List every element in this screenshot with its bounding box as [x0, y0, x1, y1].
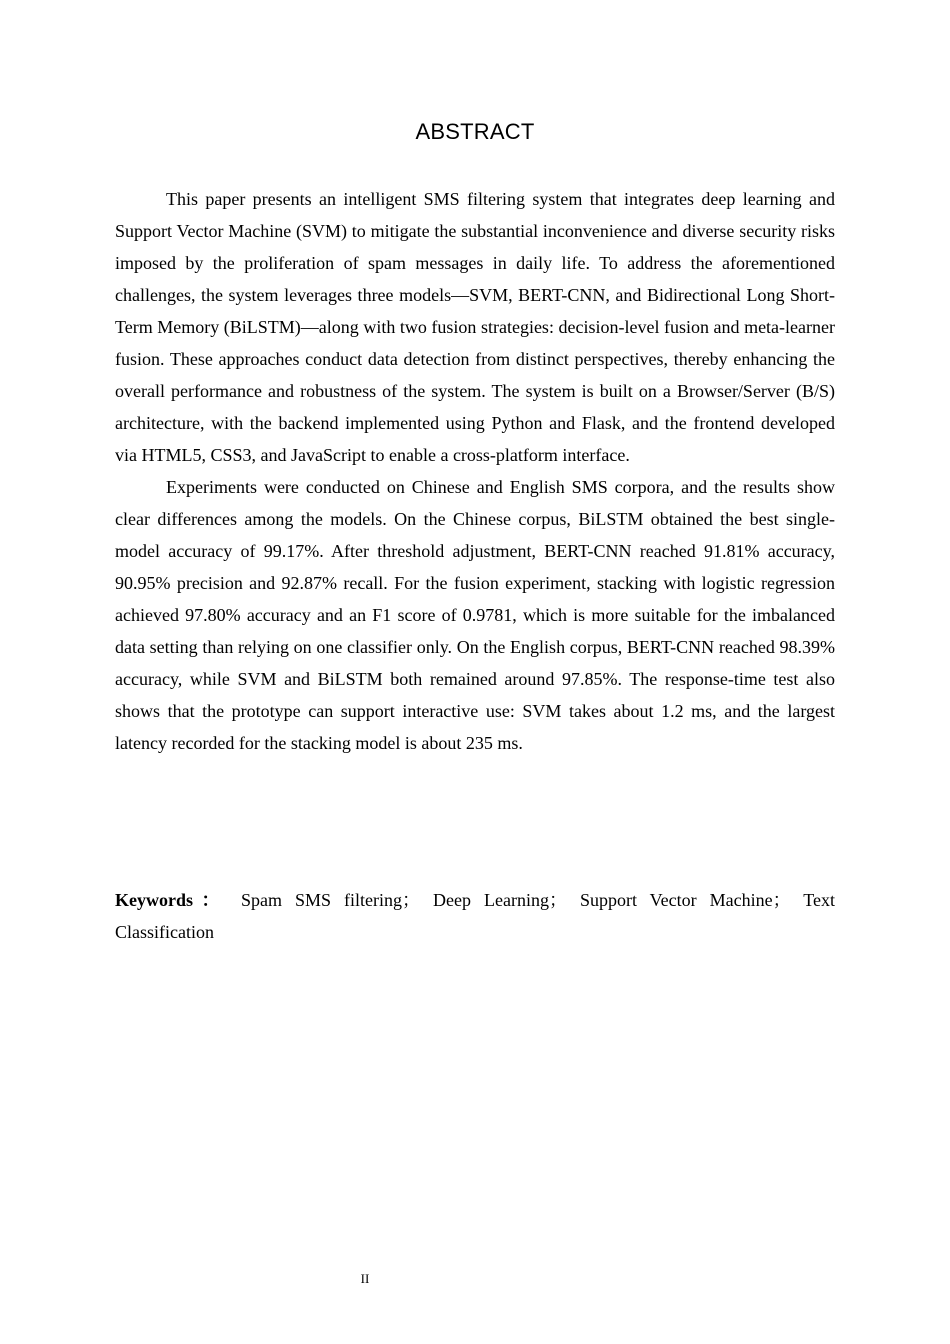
keyword-item: Support Vector Machine；	[579, 890, 791, 910]
keyword-item: Text Classification	[115, 890, 836, 942]
abstract-body	[115, 183, 835, 759]
keywords-line	[115, 884, 835, 948]
keyword-item: Deep Learning；	[433, 890, 567, 910]
page-number: II	[360, 1271, 370, 1286]
abstract-title: ABSTRACT	[415, 119, 535, 144]
keywords-label: Keywords：	[115, 890, 228, 910]
abstract-paragraph-2: Experiments were conducted on Chinese and English SMS corpora, and the results show clear differences among the models. On the Chinese corpus, BiLSTM obtained the best single-model accuracy of 99.17%. After threshold adjustment, BERT-CNN reached 91.81% accuracy, 90.95% precision and 92.87% recall. For the fusion experiment, stacking with logistic regression achieved 97.80% accuracy and an F1 score of 0.9781, which is more suitable for the imbalanced data setting than relying on one classifier only. On the English corpus, BERT-CNN reached 98.39% accuracy, while SVM and BiLSTM both remained around 97.85%. The response-time test also shows that the prototype can support interactive use: SVM takes about 1.2 ms, and the largest latency recorded for the stacking model is about 235 ms.	[115, 477, 835, 753]
keyword-item: Spam SMS filtering；	[241, 890, 421, 910]
abstract-paragraph-1: This paper presents an intelligent SMS filtering system that integrates deep learning and Support Vector Machine (SVM) to mitigate the substantial inconvenience and diverse security risks imposed by the proliferation of spam messages in daily life. To address the aforementioned challenges, the system leverages three models—SVM, BERT-CNN, and Bidirectional Long Short-Term Memory (BiLSTM)—along with two fusion strategies: decision-level fusion and meta-learner fusion. These approaches conduct data detection from distinct perspectives, thereby enhancing the overall performance and robustness of the system. The system is built on a Browser/Server (B/S) architecture, with the backend implemented using Python and Flask, and the frontend developed via HTML5, CSS3, and JavaScript to enable a cross-platform interface.	[115, 189, 835, 465]
